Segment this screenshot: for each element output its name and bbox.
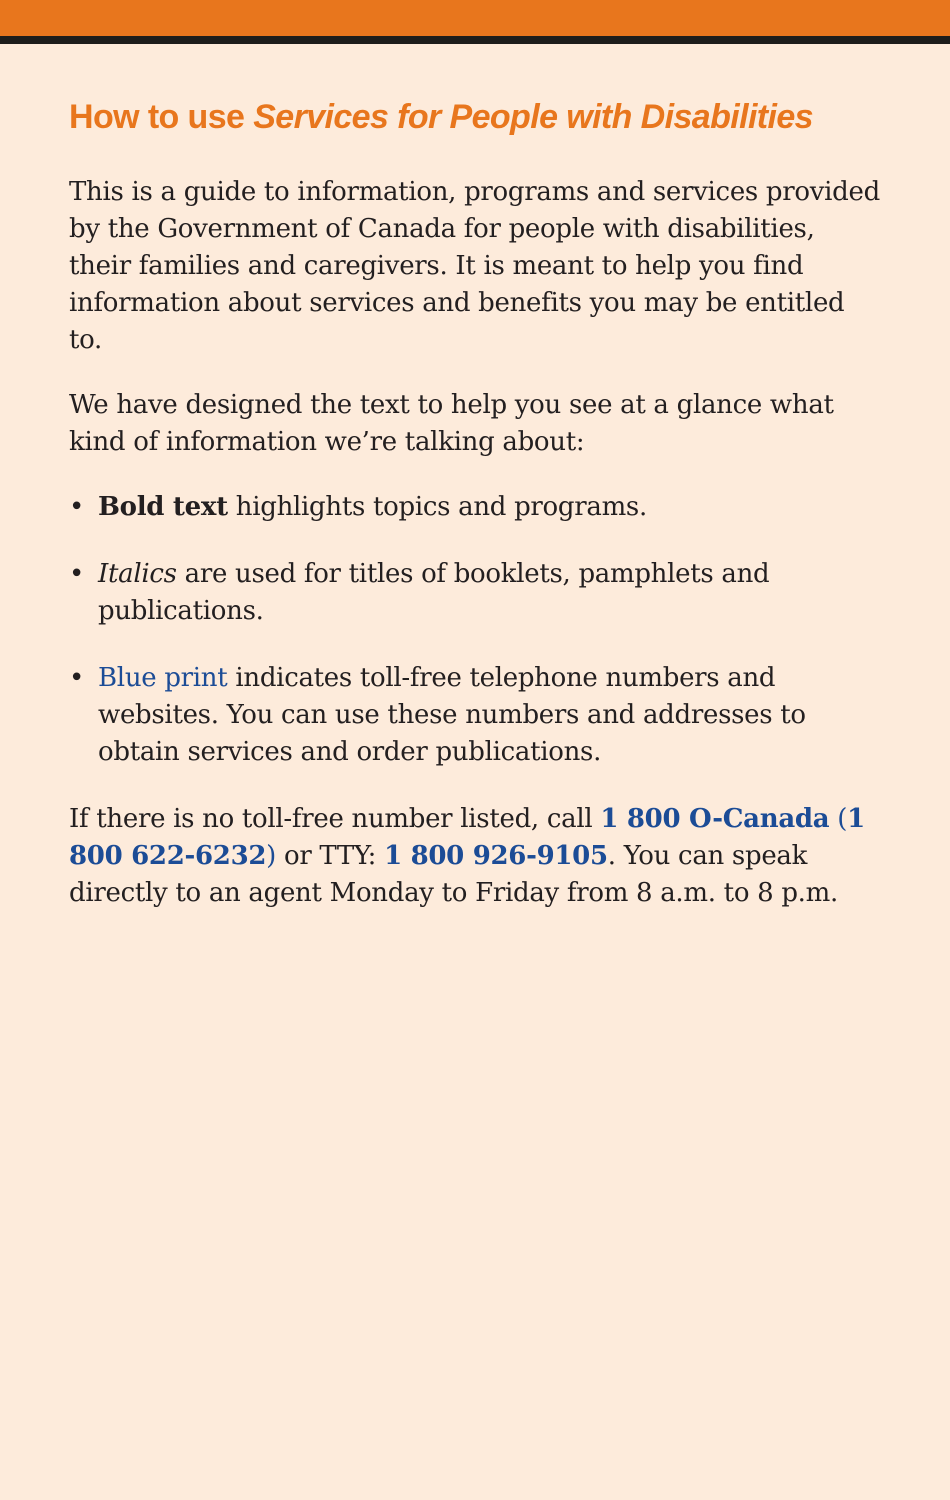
blue-print-sample: Blue print xyxy=(98,663,228,693)
top-orange-band xyxy=(0,0,950,36)
title-publication-name: Services for People with Disabilities xyxy=(253,98,813,136)
formatting-legend-list xyxy=(69,489,884,771)
intro-paragraph: This is a guide to information, programs and services provided by the Government of Canada for people with disabilities, their families and caregivers. It is meant to help you find information about services and benefits you may be entitled to. xyxy=(69,177,880,355)
bullet-icon: • xyxy=(69,663,85,693)
bullet-icon: • xyxy=(69,559,85,589)
paren-open: ( xyxy=(829,804,848,834)
top-black-rule xyxy=(0,36,950,44)
page-title xyxy=(69,94,884,140)
list-item-blue-print xyxy=(69,660,884,771)
bullet-icon: • xyxy=(69,492,85,522)
list-item-italics xyxy=(69,556,884,630)
bold-text-sample: Bold text xyxy=(98,492,228,522)
italics-description: are used for titles of booklets, pamphlets and publications. xyxy=(98,559,770,626)
design-note-paragraph: We have designed the text to help you see at a glance what kind of information we’re talking about: xyxy=(69,390,834,457)
italics-sample: Italics xyxy=(98,559,177,589)
paren-close: ) xyxy=(266,841,276,871)
tty-phone-number[interactable]: 1 800 926-9105 xyxy=(384,841,608,871)
title-prefix: How to use xyxy=(69,98,254,136)
tty-label: or TTY: xyxy=(276,841,385,871)
page-content xyxy=(69,94,884,940)
contact-text-before: If there is no toll-free number listed, call xyxy=(69,804,601,834)
phone-number-digits[interactable]: 1 800 622-6232 xyxy=(69,804,865,871)
list-item-bold xyxy=(69,489,884,526)
blue-print-description: indicates toll-free telephone numbers and websites. You can use these numbers and addresses to obtain services and order publications. xyxy=(98,663,806,767)
bold-text-description: highlights topics and programs. xyxy=(227,492,647,522)
contact-paragraph xyxy=(69,801,884,912)
phone-number-o-canada[interactable]: 1 800 O-Canada xyxy=(600,804,830,834)
contact-text-after: . You can speak directly to an agent Monday to Friday from 8 a.m. to 8 p.m. xyxy=(69,841,838,908)
